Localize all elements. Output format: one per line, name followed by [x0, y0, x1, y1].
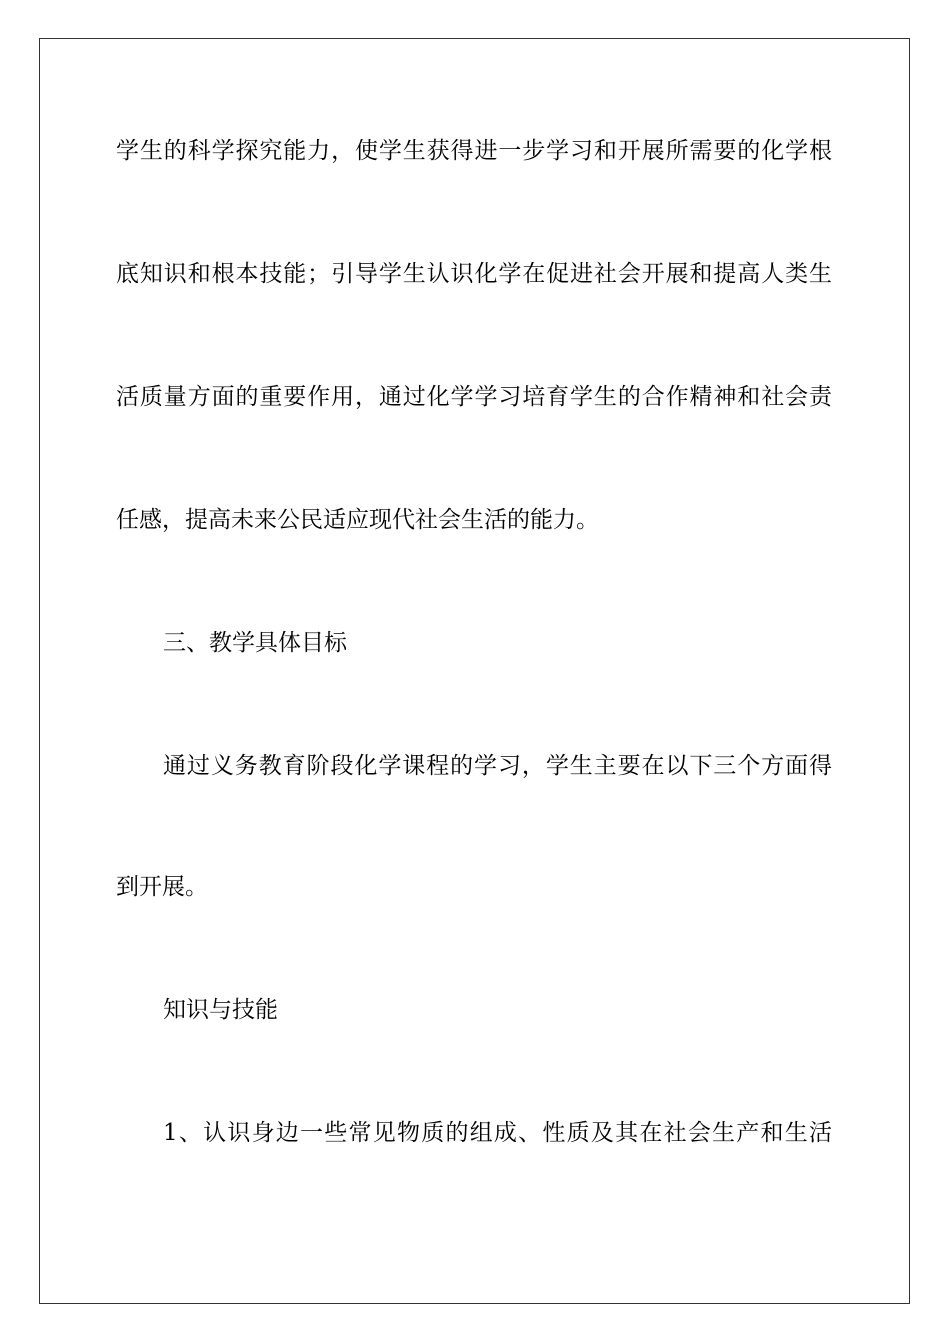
- paragraph-line-1: 学生的科学探究能力，使学生获得进一步学习和开展所需要的化学根: [116, 138, 832, 164]
- paragraph-line-4: 任感，提高未来公民适应现代社会生活的能力。: [116, 507, 599, 533]
- paragraph-line-6: 通过义务教育阶段化学课程的学习，学生主要在以下三个方面得: [163, 753, 832, 779]
- list-item-1: 1、认识身边一些常见物质的组成、性质及其在社会生产和生活: [163, 1120, 832, 1146]
- paragraph-line-3: 活质量方面的重要作用，通过化学学习培育学生的合作精神和社会责: [116, 384, 832, 410]
- subsection-heading: 知识与技能: [163, 997, 278, 1023]
- paragraph-line-2: 底知识和根本技能；引导学生认识化学在促进社会开展和提高人类生: [116, 261, 832, 287]
- page-border: [39, 38, 910, 1304]
- paragraph-line-7: 到开展。: [116, 874, 208, 900]
- section-heading: 三、教学具体目标: [163, 630, 347, 656]
